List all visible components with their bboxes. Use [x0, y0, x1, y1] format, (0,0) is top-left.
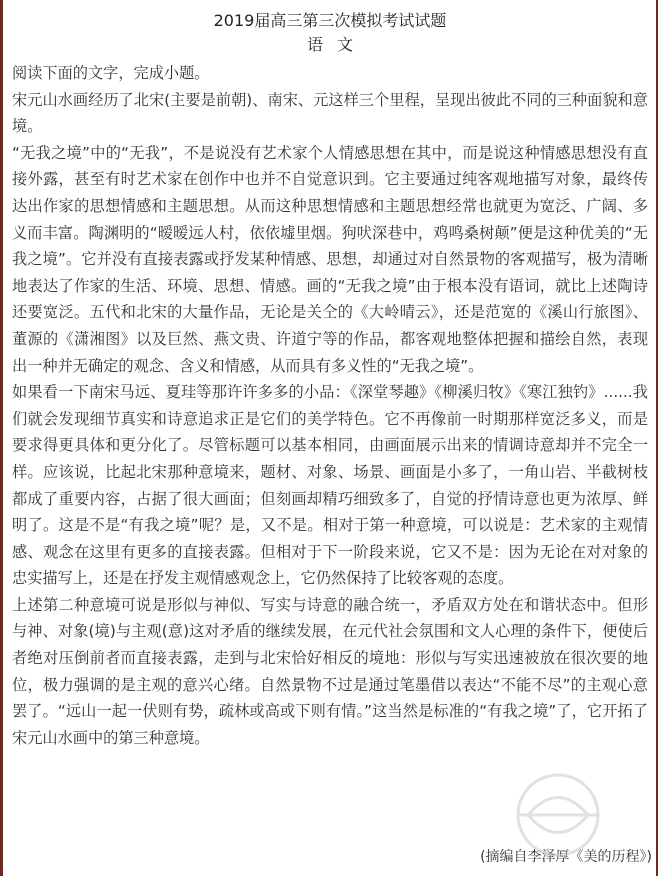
- subject-heading: 语文: [306, 35, 367, 54]
- paragraph-2: “无我之境”中的“无我”，不是说没有艺术家个人情感思想在其中，而是说这种情感思想没有直接外露，甚至有时艺术家在创作中也并不自觉意识到。它主要通过纯客观地描写对象，最终传达出作家的思想情感和主题思想。从而这种思想情感和主题思想经常也就更为宽泛、广阔、多义而丰富。陶渊明的“暧暧远人村，依依墟里烟。狗吠深巷中，鸡鸣桑树颠”便是这种优美的“无我之境”。它并没有直接表露或抒发某种情感、思想，却通过对自然景物的客观描写，极为清晰地表达了作家的生活、环境、思想、情感。画的“无我之境”由于根本没有语词，就比上述陶诗还要宽泛。五代和北宋的大量作品，无论是关仝的《大岭晴云》，还是范宽的《溪山行旅图》、董源的《潇湘图》以及巨然、燕文贵、许道宁等的作品，都客观地整体把握和描绘自然，表现出一种并无确定的观念、含义和情感，从而具有多义性的“无我之境”。: [12, 143, 648, 375]
- paragraph-4: 上述第二种意境可说是形似与神似、写实与诗意的融合统一，矛盾双方处在和谐状态中。但形与神、对象(境)与主观(意)这对矛盾的继续发展，在元代社会氛围和文人心理的条件下，便使后者绝对压倒前者而直接表露，走到与北宋恰好相反的境地：形似与写实迅速被放在很次要的地位，极力强调的是主观的意兴心绪。自然景物不过是通过笔墨借以表达“不能不尽”的主观心意罢了。“远山一起一伏则有势，疏林或高或下则有情。”这当然是标准的“有我之境”了，它开拓了宋元山水画中的第三种意境。: [12, 595, 648, 747]
- paragraph-1: 宋元山水画经历了北宋(主要是前朝)、南宋、元这样三个里程，呈现出彼此不同的三种面貌和意境。: [12, 90, 648, 136]
- instruction-text: 阅读下面的文字，完成小题。: [12, 64, 210, 82]
- document-page: [12, 10, 648, 751]
- paragraph-3: 如果看一下南宋马远、夏珪等那许许多多的小品：《深堂琴趣》《柳溪归牧》《寒江独钓》......我们就会发现细节真实和诗意追求正是它们的美学特色。它不再像前一时期那样宽泛多义，而是要求得更具体和更分化了。尽管标题可以基本相同，由画面展示出来的情调诗意却并不完全一样。应该说，比起北宋那种意境来，题材、对象、场景、画面是小多了，一角山岩、半截树枝都成了重要内容，占据了很大画面；但刻画却精巧细致多了，自觉的抒情诗意也更为浓厚、鲜明了。这是不是“有我之境”呢？是，又不是。相对于第一种意境，可以说是：艺术家的主观情感、观念在这里有更多的直接表露。但相对于下一阶段来说，它又不是：因为无论在对对象的忠实描写上，还是在抒发主观情感观念上，它仍然保持了比较客观的态度。: [12, 383, 648, 588]
- page-left-border: [0, 0, 3, 876]
- exam-title: 2019届高三第三次模拟考试试题: [213, 11, 447, 30]
- source-citation: (摘编自李泽厚《美的历程》): [480, 849, 652, 865]
